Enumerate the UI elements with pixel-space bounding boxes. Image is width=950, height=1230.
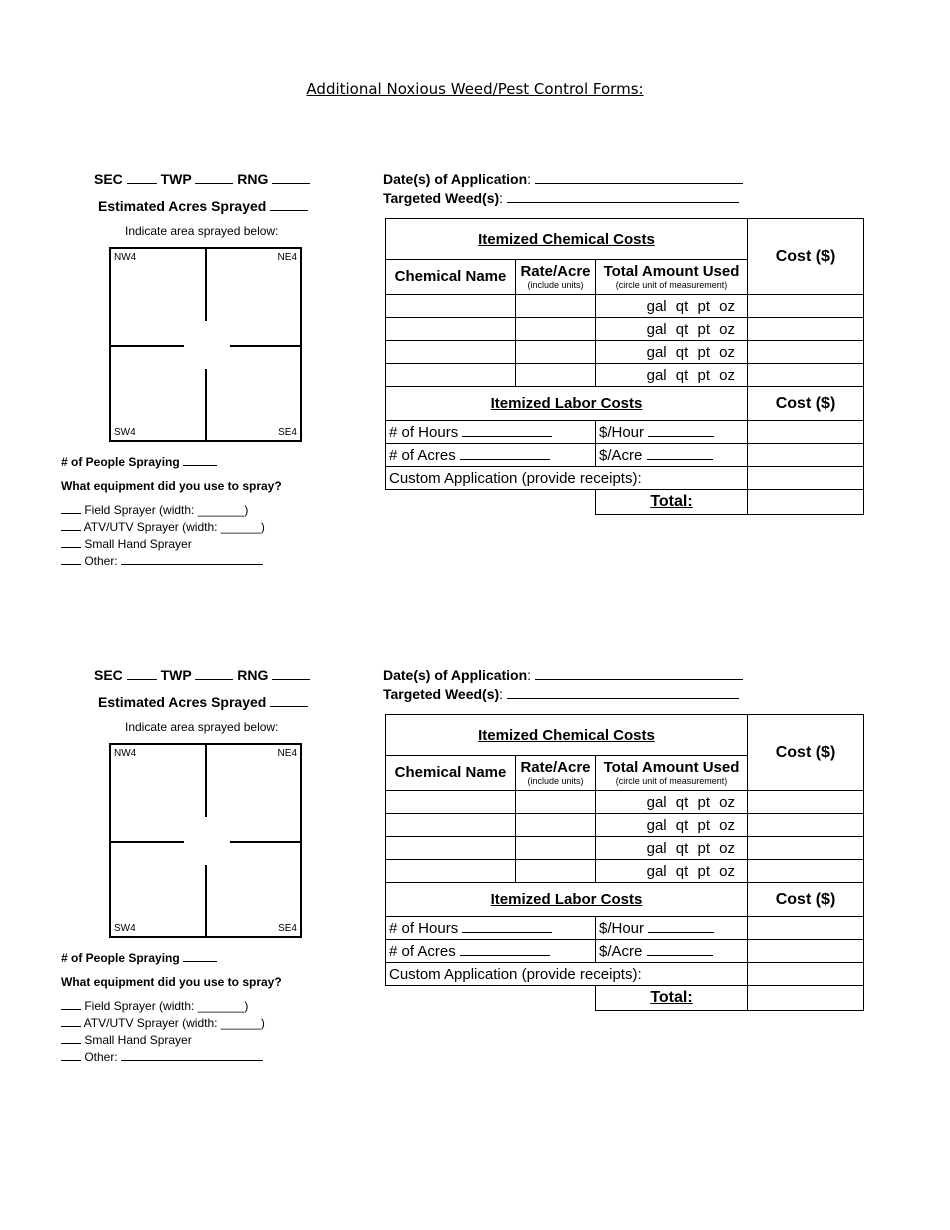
quad-label-se: SE4 [278, 923, 297, 934]
cost-table [385, 218, 864, 515]
people-spraying-label: # of People Spraying [61, 455, 180, 469]
total-used-label: Total Amount Used [603, 759, 740, 776]
weeds-line: Targeted Weed(s): [383, 686, 739, 702]
sec-field[interactable] [127, 679, 157, 680]
acres-cell[interactable] [386, 444, 596, 467]
per-acre-field[interactable] [647, 459, 713, 460]
quad-label-ne: NE4 [277, 748, 297, 759]
cost-cell[interactable] [748, 814, 864, 837]
units-cell[interactable]: gal qt pt oz [596, 295, 748, 318]
hours-field[interactable] [462, 436, 552, 437]
rate-cell[interactable] [516, 814, 596, 837]
acres-sprayed-label: Estimated Acres Sprayed [98, 198, 267, 214]
acres-sprayed-field[interactable] [270, 210, 308, 211]
total-used-sub: (circle unit of measurement) [615, 280, 728, 290]
total-used-label: Total Amount Used [603, 263, 740, 280]
chemical-name-cell[interactable] [386, 860, 516, 883]
cost-cell[interactable] [748, 860, 864, 883]
rate-cell[interactable] [516, 860, 596, 883]
chemical-row [386, 860, 864, 883]
cost-cell[interactable] [748, 341, 864, 364]
weeds-field[interactable] [507, 698, 739, 699]
weeds-line: Targeted Weed(s): [383, 190, 739, 206]
per-hour-label: $/Hour [599, 423, 645, 441]
labor-cost-cell[interactable] [748, 421, 864, 444]
chemical-costs-title: Itemized Chemical Costs [386, 715, 748, 756]
sec-label: SEC [94, 667, 123, 683]
people-spraying-line [61, 951, 217, 965]
acres-sprayed-line [98, 694, 308, 710]
quad-label-nw: NW4 [114, 748, 137, 759]
total-label: Total: [596, 490, 748, 515]
quad-label-se: SE4 [278, 427, 297, 438]
indicate-area-label: Indicate area sprayed below: [125, 224, 279, 238]
units-cell[interactable]: gal qt pt oz [596, 318, 748, 341]
per-hour-field[interactable] [648, 436, 714, 437]
equipment-field-sprayer[interactable] [61, 999, 248, 1013]
units-cell[interactable]: gal qt pt oz [596, 814, 748, 837]
empty-cell [386, 986, 596, 1011]
chemical-cost-header: Cost ($) [748, 715, 864, 791]
hours-field[interactable] [462, 932, 552, 933]
quad-label-nw: NW4 [114, 252, 137, 263]
chemical-name-cell[interactable] [386, 364, 516, 387]
per-acre-label: $/Acre [599, 446, 643, 464]
other-label: Other: [84, 554, 118, 568]
per-acre-cell[interactable] [596, 444, 748, 467]
chemical-row [386, 341, 864, 364]
labor-cost-cell[interactable] [748, 917, 864, 940]
acres-sprayed-label: Estimated Acres Sprayed [98, 694, 267, 710]
total-used-header [596, 260, 748, 295]
dates-label: Date(s) of Application [383, 667, 528, 683]
rate-cell[interactable] [516, 295, 596, 318]
labor-costs-title: Itemized Labor Costs [386, 883, 748, 917]
chemical-costs-title: Itemized Chemical Costs [386, 219, 748, 260]
quad-label-sw: SW4 [114, 923, 136, 934]
per-hour-cell[interactable] [596, 421, 748, 444]
checkbox-blank[interactable] [61, 1009, 81, 1010]
units-cell[interactable]: gal qt pt oz [596, 837, 748, 860]
atv-sprayer-label: ATV/UTV Sprayer (width: ______) [83, 520, 265, 534]
chemical-row [386, 791, 864, 814]
labor-cost-cell[interactable] [748, 444, 864, 467]
other-field[interactable] [121, 1060, 263, 1061]
chemical-row [386, 364, 864, 387]
chemical-cost-header: Cost ($) [748, 219, 864, 295]
chemical-row [386, 295, 864, 318]
indicate-area-label: Indicate area sprayed below: [125, 720, 279, 734]
cost-cell[interactable] [748, 318, 864, 341]
checkbox-blank[interactable] [61, 1043, 81, 1044]
sec-twp-rng-line [94, 667, 310, 683]
per-hour-field[interactable] [648, 932, 714, 933]
rate-cell[interactable] [516, 791, 596, 814]
equipment-question: What equipment did you use to spray? [61, 975, 282, 989]
hours-cell[interactable] [386, 917, 596, 940]
custom-cost-cell[interactable] [748, 963, 864, 986]
quad-divider [205, 369, 207, 442]
twp-label: TWP [160, 667, 192, 683]
sec-label: SEC [94, 171, 123, 187]
acres-count-label: # of Acres [389, 446, 456, 464]
rate-cell[interactable] [516, 837, 596, 860]
equipment-question: What equipment did you use to spray? [61, 479, 282, 493]
weeds-label: Targeted Weed(s) [383, 190, 500, 206]
people-spraying-field[interactable] [183, 961, 217, 962]
rng-label: RNG [237, 171, 269, 187]
atv-sprayer-label: ATV/UTV Sprayer (width: ______) [83, 1016, 265, 1030]
equipment-hand-sprayer[interactable] [61, 1033, 192, 1047]
checkbox-blank[interactable] [61, 1060, 81, 1061]
section-quadrant-map[interactable] [109, 743, 302, 938]
rate-cell[interactable] [516, 364, 596, 387]
dates-field[interactable] [535, 679, 743, 680]
total-used-sub: (circle unit of measurement) [615, 776, 728, 786]
people-spraying-field[interactable] [183, 465, 217, 466]
twp-field[interactable] [195, 183, 233, 184]
total-used-header [596, 756, 748, 791]
quad-divider [111, 841, 184, 843]
hours-cell[interactable] [386, 421, 596, 444]
section-quadrant-map[interactable] [109, 247, 302, 442]
rate-acre-label: Rate/Acre [520, 759, 591, 776]
labor-cost-header: Cost ($) [748, 883, 864, 917]
chemical-row [386, 814, 864, 837]
quad-divider [111, 345, 184, 347]
equipment-atv-sprayer[interactable] [61, 1016, 265, 1030]
labor-cost-cell[interactable] [748, 940, 864, 963]
quad-divider [230, 345, 302, 347]
cost-table [385, 714, 864, 1011]
per-hour-cell[interactable] [596, 917, 748, 940]
rng-label: RNG [237, 667, 269, 683]
cost-cell[interactable] [748, 364, 864, 387]
cost-cell[interactable] [748, 837, 864, 860]
labor-costs-title: Itemized Labor Costs [386, 387, 748, 421]
rng-field[interactable] [272, 679, 310, 680]
sec-field[interactable] [127, 183, 157, 184]
labor-cost-header: Cost ($) [748, 387, 864, 421]
quad-divider [230, 841, 302, 843]
acres-cell[interactable] [386, 940, 596, 963]
rate-cell[interactable] [516, 341, 596, 364]
other-label: Other: [84, 1050, 118, 1064]
rate-acre-sub: (include units) [527, 776, 584, 786]
field-sprayer-label: Field Sprayer (width: _______) [84, 999, 249, 1013]
units-cell[interactable]: gal qt pt oz [596, 791, 748, 814]
units-cell[interactable]: gal qt pt oz [596, 364, 748, 387]
dates-label: Date(s) of Application [383, 171, 528, 187]
chemical-row [386, 837, 864, 860]
custom-application-cell: Custom Application (provide receipts): [386, 963, 748, 986]
hand-sprayer-label: Small Hand Sprayer [84, 537, 192, 551]
quad-divider [205, 745, 207, 817]
checkbox-blank[interactable] [61, 1026, 81, 1027]
rate-cell[interactable] [516, 318, 596, 341]
chemical-name-header: Chemical Name [386, 260, 516, 295]
units-cell[interactable]: gal qt pt oz [596, 341, 748, 364]
per-hour-label: $/Hour [599, 919, 645, 937]
per-acre-label: $/Acre [599, 942, 643, 960]
weeds-label: Targeted Weed(s) [383, 686, 500, 702]
hours-label: # of Hours [389, 423, 459, 441]
weeds-field[interactable] [507, 202, 739, 203]
quad-divider [205, 249, 207, 321]
twp-field[interactable] [195, 679, 233, 680]
per-acre-cell[interactable] [596, 940, 748, 963]
dates-line: Date(s) of Application: [383, 667, 743, 683]
rate-acre-label: Rate/Acre [520, 263, 591, 280]
cost-cell[interactable] [748, 295, 864, 318]
rate-acre-header [516, 260, 596, 295]
weed-control-form-2 [0, 496, 950, 1064]
acres-sprayed-line [98, 198, 308, 214]
acres-count-field[interactable] [460, 955, 550, 956]
people-spraying-label: # of People Spraying [61, 951, 180, 965]
people-spraying-line [61, 455, 217, 469]
custom-application-cell: Custom Application (provide receipts): [386, 467, 748, 490]
units-cell[interactable]: gal qt pt oz [596, 860, 748, 883]
chemical-name-cell[interactable] [386, 295, 516, 318]
custom-cost-cell[interactable] [748, 467, 864, 490]
twp-label: TWP [160, 171, 192, 187]
quad-divider [205, 865, 207, 938]
dates-field[interactable] [535, 183, 743, 184]
quad-label-sw: SW4 [114, 427, 136, 438]
chemical-name-cell[interactable] [386, 814, 516, 837]
sec-twp-rng-line [94, 171, 310, 187]
per-acre-field[interactable] [647, 955, 713, 956]
chemical-name-cell[interactable] [386, 837, 516, 860]
total-label: Total: [596, 986, 748, 1011]
chemical-name-header: Chemical Name [386, 756, 516, 791]
hand-sprayer-label: Small Hand Sprayer [84, 1033, 192, 1047]
rate-acre-sub: (include units) [527, 280, 584, 290]
acres-count-label: # of Acres [389, 942, 456, 960]
chemical-name-cell[interactable] [386, 341, 516, 364]
rng-field[interactable] [272, 183, 310, 184]
rate-acre-header [516, 756, 596, 791]
equipment-other[interactable] [61, 1050, 263, 1064]
total-cost-cell[interactable] [748, 986, 864, 1011]
hours-label: # of Hours [389, 919, 459, 937]
weed-control-form-1 [0, 0, 950, 568]
dates-line: Date(s) of Application: [383, 171, 743, 187]
quad-label-ne: NE4 [277, 252, 297, 263]
page-title: Additional Noxious Weed/Pest Control Forms: [306, 80, 644, 98]
chemical-name-cell[interactable] [386, 791, 516, 814]
field-sprayer-label: Field Sprayer (width: _______) [84, 503, 249, 517]
acres-count-field[interactable] [460, 459, 550, 460]
chemical-name-cell[interactable] [386, 318, 516, 341]
chemical-row [386, 318, 864, 341]
acres-sprayed-field[interactable] [270, 706, 308, 707]
cost-cell[interactable] [748, 791, 864, 814]
